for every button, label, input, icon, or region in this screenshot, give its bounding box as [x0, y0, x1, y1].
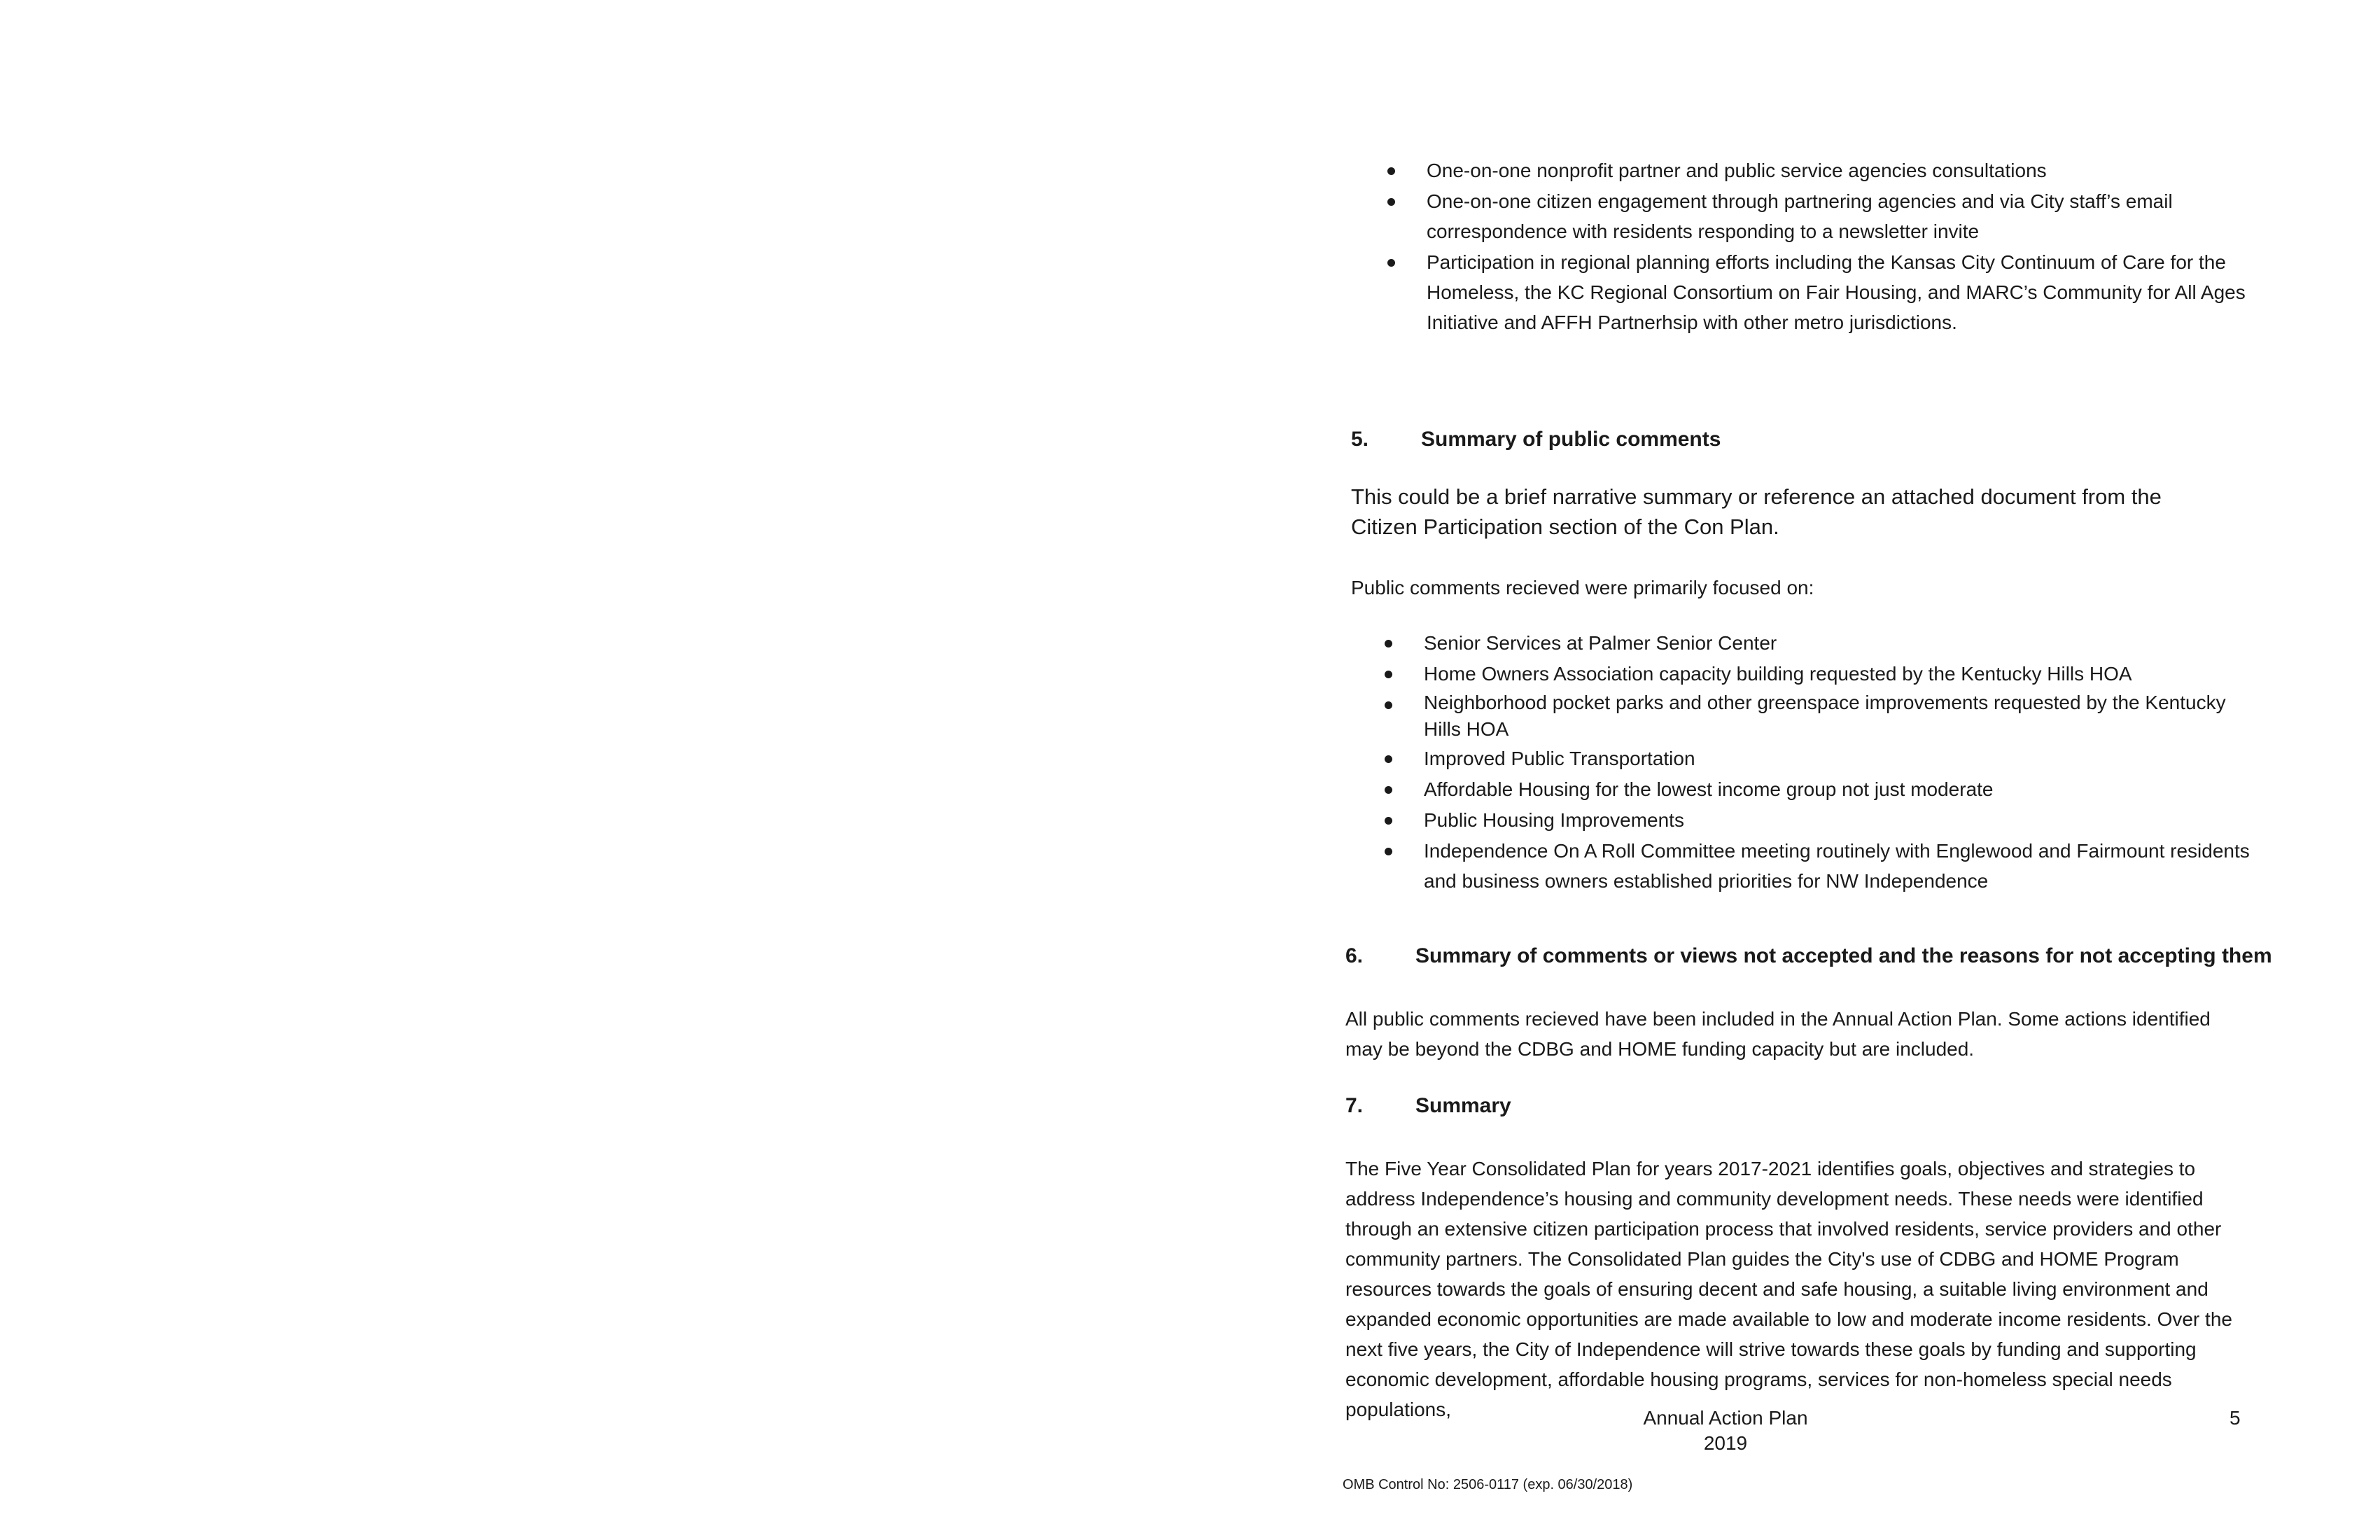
- public-comments-list: [1385, 628, 2260, 897]
- section-number: 7.: [1345, 1094, 1364, 1117]
- omb-control-number: OMB Control No: 2506-0117 (exp. 06/30/2018): [1343, 1477, 1633, 1492]
- section-number: 6.: [1345, 944, 1364, 967]
- bullet-icon: [1385, 671, 1392, 678]
- bullet-icon: [1387, 198, 1395, 206]
- section-title: Summary: [1415, 1094, 1511, 1117]
- list-item: Independence On A Roll Committee meeting routinely with Englewood and Fairmount residents and business owners established priorities for NW Independence: [1385, 836, 2260, 896]
- bullet-icon: [1385, 701, 1392, 709]
- bullet-icon: [1387, 259, 1395, 267]
- section-5-lead: Public comments recieved were primarily focused on:: [1351, 577, 1814, 598]
- bullet-icon: [1385, 640, 1392, 648]
- list-item: Home Owners Association capacity building requested by the Kentucky Hills HOA: [1385, 659, 2260, 689]
- section-number: 5.: [1351, 428, 1369, 451]
- section-7-body: The Five Year Consolidated Plan for years 2017-2021 identifies goals, objectives and strategies to address Independence’s housing and community development needs. These needs were identified through an extensive citizen participation process that involved residents, service providers and other community partners. The Consolidated Plan guides the City's use of CDBG and HOME Program resources towards the goals of ensuring decent and safe housing, a suitable living environment and expanded economic opportunities are made available to low and moderate income residents. Over the next five years, the City of Independence will strive towards these goals by funding and supporting economic development, affordable housing programs, services for non-homeless special needs populations,: [1345, 1158, 2232, 1420]
- section-title: Summary of comments or views not accepted and the reasons for not accepting them: [1415, 944, 2272, 967]
- bullet-icon: [1387, 167, 1395, 175]
- list-item: Neighborhood pocket parks and other greenspace improvements requested by the Kentucky Hills HOA: [1385, 690, 2260, 743]
- bullet-icon: [1385, 755, 1392, 763]
- list-item: One-on-one nonprofit partner and public service agencies consultations: [1387, 155, 2248, 186]
- section-6-body: All public comments recieved have been included in the Annual Action Plan. Some actions identified may be beyond the CDBG and HOME funding capacity but are included.: [1345, 1008, 2211, 1060]
- list-item: One-on-one citizen engagement through partnering agencies and via City staff’s email correspondence with residents responding to a newsletter invite: [1387, 186, 2248, 246]
- footer-title-block: [1603, 1406, 1848, 1456]
- list-item: Senior Services at Palmer Senior Center: [1385, 628, 2260, 658]
- list-item: Affordable Housing for the lowest income group not just moderate: [1385, 774, 2260, 804]
- bullet-icon: [1385, 848, 1392, 855]
- page-number: 5: [2230, 1407, 2241, 1429]
- section-7-heading: [1345, 1092, 1511, 1120]
- list-item: Improved Public Transportation: [1385, 743, 2260, 774]
- section-title: Summary of public comments: [1421, 428, 1721, 451]
- document-page: [1323, 0, 2272, 1540]
- section-5-intro: This could be a brief narrative summary or reference an attached document from the Citizen Participation section of the Con Plan.: [1351, 484, 2162, 539]
- bullet-icon: [1385, 817, 1392, 825]
- bullet-icon: [1385, 786, 1392, 794]
- section-6-heading: [1345, 942, 2272, 970]
- footer-year: 2019: [1703, 1432, 1748, 1454]
- section-5-heading: [1351, 426, 1721, 454]
- list-item: Participation in regional planning efforts including the Kansas City Continuum of Care for the Homeless, the KC Regional Consortium on Fair Housing, and MARC’s Community for All Ages Initiative and AFFH Partnerhsip with other metro jurisdictions.: [1387, 247, 2248, 337]
- list-item: Public Housing Improvements: [1385, 805, 2260, 835]
- outreach-bullet-list: [1387, 155, 2248, 338]
- footer-title: Annual Action Plan: [1643, 1407, 1808, 1429]
